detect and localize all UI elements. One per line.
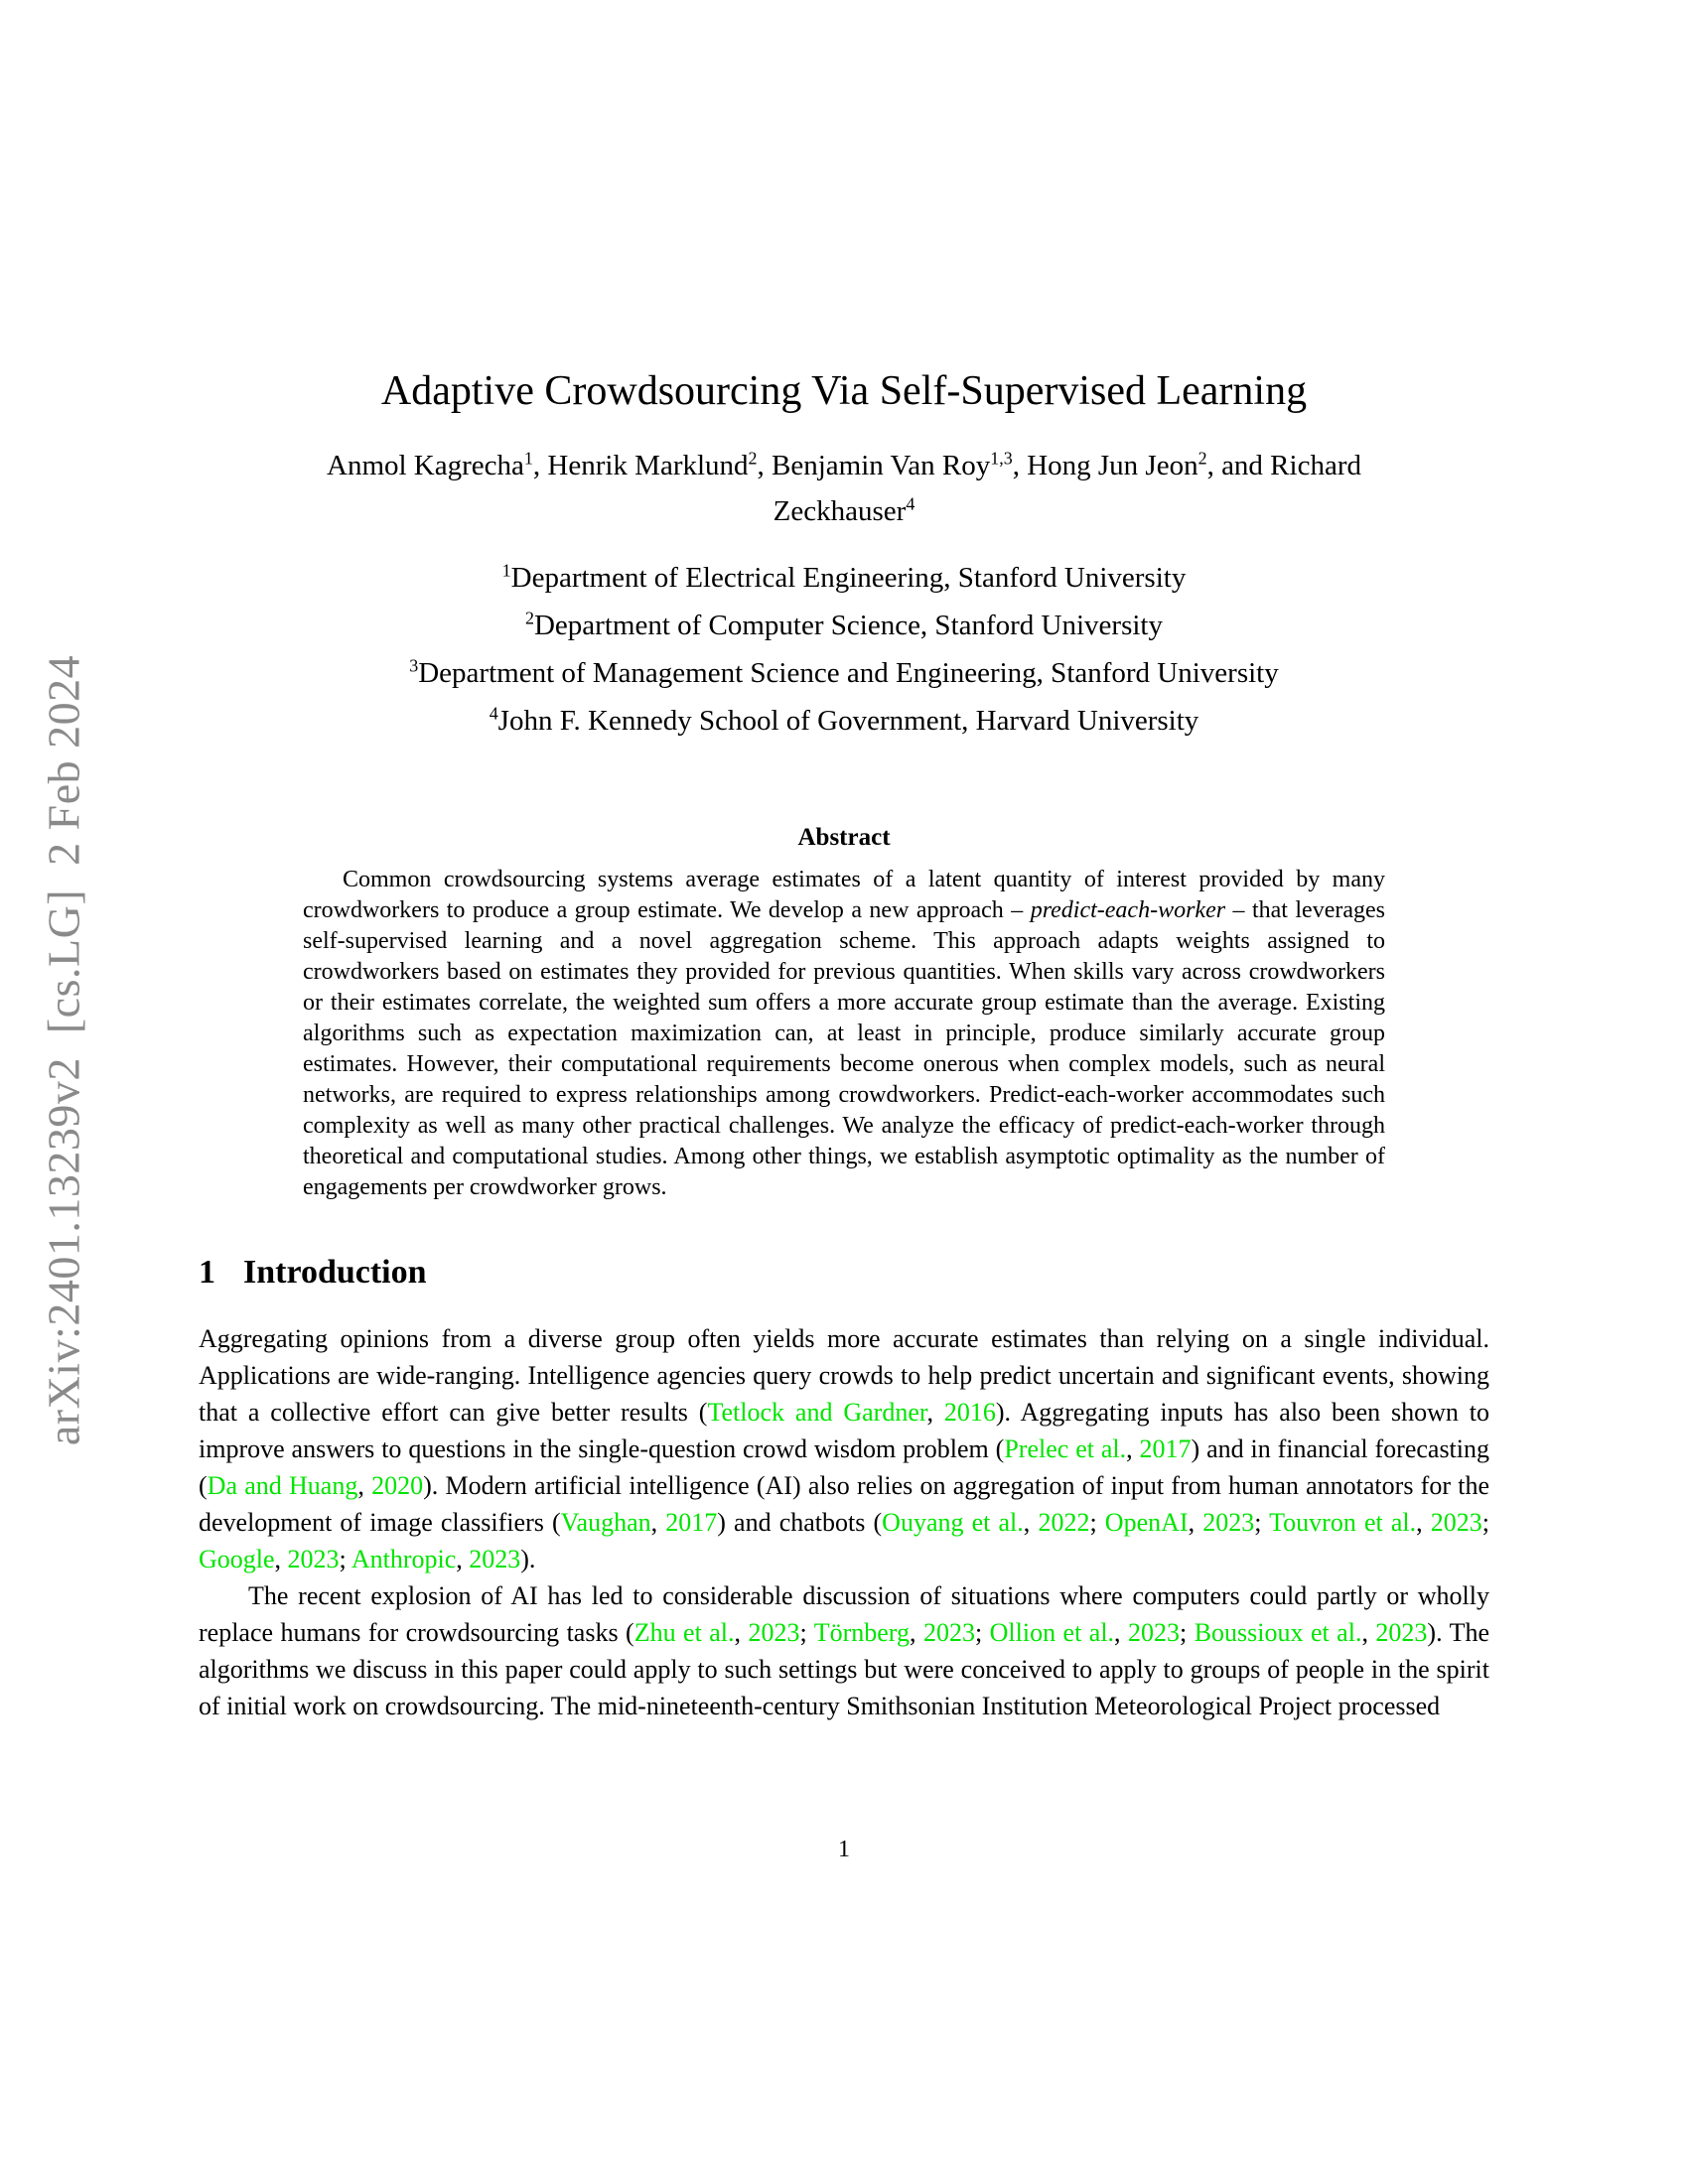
intro-paragraph-2: The recent explosion of AI has led to considerable discussion of situations where computers could partly or wholly replace humans for crowdsourcing tasks (Zhu et al., 2023; Törnberg, 2023; Ollion et al., 2023; Boussioux et al., 2023). The algorithms we discuss in this paper could apply to such settings but were conceived to apply to groups of people in the spirit of initial work on crowdsourcing. The mid-nineteenth-century Smithsonian Institution Meteorological Project processed [199,1581,1489,1720]
citation-link[interactable]: 2023 [1128,1618,1181,1647]
paper-title: Adaptive Crowdsourcing Via Self-Supervised Learning [380,368,1308,414]
citation-link[interactable]: OpenAI [1104,1508,1189,1537]
citation-link[interactable]: Ollion et al. [989,1618,1115,1647]
superscript-marker: 4 [906,493,915,514]
affiliation-line: $^4$John F. Kennedy School of Government, Harvard University [489,703,1199,737]
superscript-marker: 2 [748,448,758,469]
citation-link[interactable]: 2023 [287,1545,340,1573]
citation-link[interactable]: Boussioux et al. [1194,1618,1362,1647]
citation-link[interactable]: Da and Huang [207,1471,358,1500]
citation-link[interactable]: Touvron et al. [1269,1508,1417,1537]
citation-link[interactable]: Tetlock and Gardner [707,1398,927,1427]
superscript-marker: 2 [525,608,534,628]
citation-link[interactable]: 2023 [748,1618,800,1647]
abstract-text: Common crowdsourcing systems average estimates of a latent quantity of interest provided by many crowdworkers to produce a group estimate. We develop a new approach – predict-each-worker – that leverages self-supervised learning and a novel aggregation scheme. This approach adapts weights assigned to crowdworkers based on estimates they provided for previous quantities. When skills vary across crowdworkers or their estimates correlate, the weighted sum offers a more accurate group estimate than the average. Existing algorithms such as expectation maximization can, at least in principle, produce similarly accurate group estimates. However, their computational requirements become onerous when complex models, such as neural networks, are required to express relationships among crowdworkers. Predict-each-worker accommodates such complexity as well as many other practical challenges. We analyze the efficacy of predict-each-worker through theoretical and computational studies. Among other things, we establish asymptotic optimality as the number of engagements per crowdworker grows. [303,867,1385,1200]
section-1-heading [199,1253,1489,1293]
citation-link[interactable]: Google [199,1545,275,1573]
superscript-marker: 1 [523,448,533,469]
superscript-marker: 3 [409,655,419,676]
affiliation-line: $^1$Department of Electrical Engineering, Stanford University [501,560,1187,594]
arxiv-watermark: arXiv:2401.13239v2 [cs.LG] 2 Feb 2024 [38,654,89,1446]
citation-link[interactable]: 2023 [922,1618,975,1647]
citation-link[interactable]: Zhu et al. [633,1618,735,1647]
italic-term: predict-each-worker [1030,897,1226,923]
citation-link[interactable]: Vaughan [560,1508,651,1537]
citation-link[interactable]: 2023 [1430,1508,1482,1537]
abstract-heading: Abstract [797,824,891,851]
citation-link[interactable]: Anthropic [351,1545,457,1573]
affiliations-block [199,554,1489,745]
citation-link[interactable]: 2022 [1038,1508,1090,1537]
author-line: Anmol Kagrecha$^1$, Henrik Marklund$^2$, Benjamin Van Roy$^{1,3}$, Hong Jun Jeon$^2$, and Richard Zeckhauser$^4$ [327,448,1361,527]
section-title: Introduction [243,1254,427,1291]
superscript-marker: 1 [501,560,511,581]
citation-link[interactable]: Törnberg [813,1618,910,1647]
citation-link[interactable]: 2023 [469,1545,521,1573]
page-number: 1 [838,1837,850,1862]
citation-link[interactable]: 2016 [943,1398,996,1427]
citation-link[interactable]: 2017 [1139,1434,1192,1463]
superscript-marker: 1,3 [990,448,1013,469]
citation-link[interactable]: Ouyang et al. [882,1508,1024,1537]
affiliation-line: $^3$Department of Management Science and Engineering, Stanford University [409,655,1279,689]
affiliation-line: $^2$Department of Computer Science, Stanford University [525,608,1163,641]
citation-link[interactable]: Prelec et al. [1004,1434,1127,1463]
section-number: 1 [199,1254,215,1291]
citation-link[interactable]: 2023 [1202,1508,1255,1537]
intro-paragraph-1: Aggregating opinions from a diverse group often yields more accurate estimates than relying on a single individual. Applications are wide-ranging. Intelligence agencies query crowds to help predict uncertain and significant events, showing that a collective effort can give better results (Tetlock and Gardner, 2016). Aggregating inputs has also been shown to improve answers to questions in the single-question crowd wisdom problem (Prelec et al., 2017) and in financial forecasting (Da and Huang, 2020). Modern artificial intelligence (AI) also relies on aggregation of input from human annotators for the development of image classifiers (Vaughan, 2017) and chatbots (Ouyang et al., 2022; OpenAI, 2023; Touvron et al., 2023; Google, 2023; Anthropic, 2023). [199,1324,1490,1573]
citation-link[interactable]: 2020 [371,1471,424,1500]
citation-link[interactable]: 2017 [665,1508,718,1537]
superscript-marker: 2 [1197,448,1207,469]
citation-link[interactable]: 2023 [1375,1618,1428,1647]
superscript-marker: 4 [489,703,498,724]
